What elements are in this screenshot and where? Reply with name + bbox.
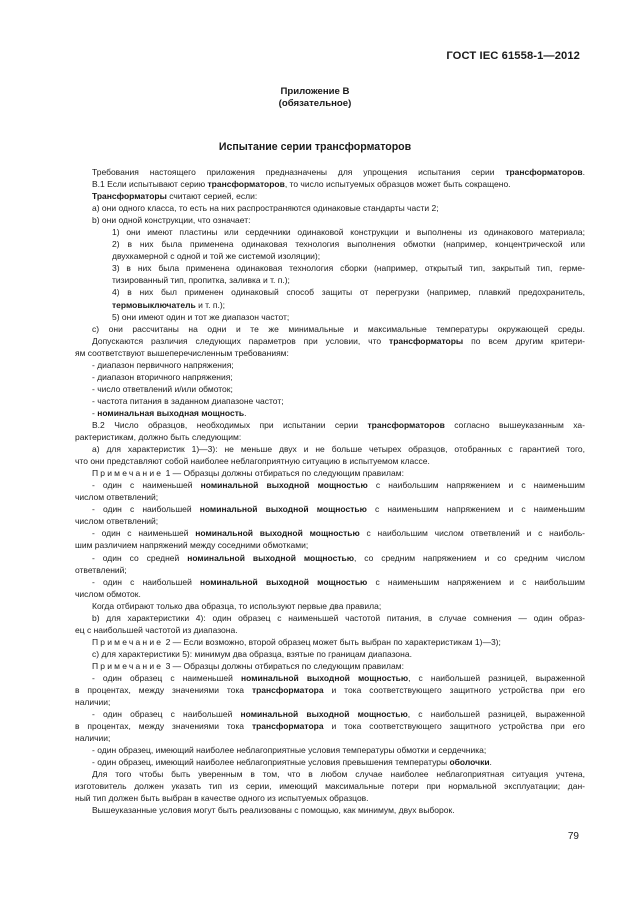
text-segment: изготовитель должен указать тип из серии, имеющий максимальные потери при нормальной эксплуатации; дан- <box>75 781 585 792</box>
text-line <box>75 588 585 600</box>
text-line <box>75 190 585 202</box>
bold-term: номинальной выходной мощностью <box>240 672 409 683</box>
bold-term: номинальной выходной мощностью <box>187 552 354 563</box>
page-number: 79 <box>567 831 579 842</box>
text-segment: - один с наименьшей <box>92 528 196 539</box>
text-segment: в процентах, между значениями тока <box>75 721 252 732</box>
text-line <box>75 226 585 238</box>
text-segment: 5) они имеют один и тот же диапазон частот; <box>112 311 290 322</box>
bold-term: трансформатора <box>251 685 324 696</box>
text-line <box>75 166 585 178</box>
text-segment: наличии; <box>75 697 111 708</box>
text-segment: с наибольшим числом ответвлений и с наиболь- <box>359 528 585 539</box>
text-line <box>75 527 585 539</box>
text-line <box>75 804 585 816</box>
text-segment: рактеристикам, должно быть следующим: <box>75 432 242 443</box>
text-segment: Когда отбирают только два образца, то используют первые два правила; <box>92 600 382 611</box>
text-line <box>75 756 585 768</box>
bold-term: номинальной выходной мощностью <box>199 504 367 515</box>
text-line <box>75 431 585 443</box>
text-segment: согласно вышеуказанным ха- <box>444 419 585 430</box>
text-line <box>75 443 585 455</box>
text-line <box>75 696 585 708</box>
text-line <box>75 612 585 624</box>
bold-term: номинальной выходной мощностью <box>200 480 368 491</box>
text-segment: с наибольшим напряжением и с наименьшим <box>367 480 585 491</box>
text-line <box>75 648 585 660</box>
text-segment: наличии; <box>75 733 111 744</box>
text-segment: Требования настоящего приложения предназначены для упрощения испытания серии <box>92 167 506 177</box>
text-segment: по всем другим критери- <box>463 335 585 346</box>
text-segment: b) для характеристики 4): один образец с наименьшей частотой питания, в случае сомнения — один образ- <box>92 612 585 623</box>
text-segment: Для того чтобы быть уверенным в том, что в любом случае наиболее неблагоприятная ситуация учтена, <box>92 769 585 780</box>
text-line <box>75 286 585 298</box>
text-segment: что они представляют собой наиболее неблагоприятную ситуацию в испытуемом классе. <box>75 456 430 467</box>
text-segment: 2 — Если возможно, второй образец может быть выбран по характеристикам 1)—3); <box>163 636 501 647</box>
section-title: Испытание серии трансформаторов <box>218 141 412 153</box>
text-segment: и т. п.); <box>195 299 226 310</box>
text-segment: , со средним напряжением и со средним числом <box>353 552 585 563</box>
text-line <box>75 792 585 804</box>
text-segment: с наименьшим напряжением и с наименьшим <box>366 504 585 515</box>
bold-term: оболочки <box>449 757 490 768</box>
text-segment: и тока соответствующего защитного устройства при его <box>323 685 585 696</box>
text-line <box>75 467 585 479</box>
text-line <box>75 371 585 383</box>
text-segment: Примечание <box>92 660 164 671</box>
text-segment: в процентах, между значениями тока <box>75 685 252 696</box>
text-line <box>75 455 585 467</box>
text-segment: Примечание <box>92 468 164 479</box>
text-segment: - один образец, имеющий наиболее неблагоприятные условия температуры обмотки и сердечника; <box>92 745 487 756</box>
text-segment: числом ответвлений; <box>75 516 159 527</box>
text-segment: а) для характеристик 1)—3): не меньше двух и не больше четырех образцов, отобранных с гарантией того, <box>92 444 585 455</box>
text-line <box>75 335 585 347</box>
text-segment: - один с наименьшей <box>92 480 201 491</box>
text-line <box>75 552 585 564</box>
bold-term: номинальной выходной мощностью <box>200 576 368 587</box>
text-segment: В.2 Число образцов, необходимых при испытании серии <box>92 419 368 430</box>
text-segment: 4) в них был применен одинаковый способ защиты от перегрузки (например, плавкий предохранитель, <box>112 287 585 298</box>
text-line <box>75 491 585 503</box>
text-line <box>75 720 585 732</box>
text-line <box>75 672 585 684</box>
standard-designation: ГОСТ IEC 61558-1—2012 <box>446 50 580 62</box>
bold-term: трансформаторов <box>207 179 285 190</box>
text-line <box>75 383 585 395</box>
text-line <box>75 732 585 744</box>
text-segment: - диапазон первичного напряжения; <box>92 359 234 370</box>
text-line <box>75 780 585 792</box>
text-segment: Вышеуказанные условия могут быть реализованы с помощью, как минимум, двух выборок. <box>92 805 455 816</box>
text-segment: - один с наибольшей <box>92 504 200 515</box>
text-segment: ный тип должен быть выбран в качестве одного из испытуемых образцов. <box>75 793 369 804</box>
text-segment: с наименьшим напряжением и с наибольшим <box>367 576 585 587</box>
text-segment: числом ответвлений; <box>75 492 159 503</box>
text-line <box>75 347 585 359</box>
text-line <box>75 708 585 720</box>
text-segment: - диапазон вторичного напряжения; <box>92 371 233 382</box>
text-line <box>75 202 585 214</box>
text-segment: 1 — Образцы должны отбираться по следующим правилам: <box>163 468 404 479</box>
text-segment: , с наибольшей разницей, выраженной <box>408 672 585 683</box>
text-segment: - число ответвлений и/или обмоток; <box>92 383 233 394</box>
text-line <box>75 660 585 672</box>
text-segment: числом обмоток. <box>75 588 141 599</box>
bold-term: трансформаторы <box>389 335 464 346</box>
text-segment: 3) в них была применена одинаковая технология сборки (например, открытый тип, закрытый тип, герме- <box>112 263 585 274</box>
annex-title: Приложение В <box>280 86 350 97</box>
text-segment: двухкамерной с одной и той же системой изоляции); <box>112 251 321 262</box>
text-segment: . <box>582 167 585 177</box>
text-line <box>75 600 585 612</box>
text-segment: и тока соответствующего защитного устройства при его <box>323 721 585 732</box>
text-segment: - <box>92 407 98 418</box>
bold-term: трансформатора <box>251 721 324 732</box>
text-segment: ец с наибольшей частотой из диапазона. <box>75 624 238 635</box>
text-line <box>75 359 585 371</box>
text-line <box>75 407 585 419</box>
text-line <box>75 539 585 551</box>
text-line <box>75 515 585 527</box>
text-line <box>75 262 585 274</box>
text-segment: шим различием напряжений между соседними обмотками; <box>75 540 309 551</box>
text-line <box>75 744 585 756</box>
text-line <box>75 250 585 262</box>
text-line <box>75 214 585 226</box>
text-line <box>75 479 585 491</box>
text-line <box>75 299 585 311</box>
text-segment: 2) в них была применена одинаковая технология выполнения обмотки (например, концентрической или <box>112 239 585 250</box>
text-segment: В.1 Если испытывают серию <box>92 179 208 190</box>
text-segment: Примечание <box>92 636 164 647</box>
text-line <box>75 636 585 648</box>
text-line <box>75 684 585 696</box>
text-segment: тизированный тип, пропитка, заливка и т. п.); <box>112 275 290 286</box>
bold-term: термовыключатель <box>112 299 196 310</box>
text-segment: а) они одного класса, то есть на них распространяются одинаковые стандарты части 2; <box>92 203 439 214</box>
text-segment: с) они рассчитаны на одни и те же минимальные и максимальные температуры окружающей среды. <box>92 323 585 334</box>
bold-term: номинальной выходной мощностью <box>240 709 408 720</box>
text-segment: b) они одной конструкции, что означает: <box>92 215 251 226</box>
text-segment: с) для характеристики 5): минимум два образца, взятые по границам диапазона. <box>92 648 412 659</box>
text-segment: 3 — Образцы должны отбираться по следующим правилам: <box>163 660 404 671</box>
text-segment: . <box>244 407 247 418</box>
text-segment: Допускаются различия следующих параметров при условии, что <box>92 335 390 346</box>
text-segment: - один с наибольшей <box>92 576 201 587</box>
text-line <box>75 178 585 190</box>
text-line <box>75 274 585 286</box>
text-segment: 1) они имеют пластины или сердечники одинаковой конструкции и выполнены из одинакового материала; <box>112 227 585 238</box>
bold-term: номинальная выходная мощность <box>97 407 245 418</box>
text-line <box>75 395 585 407</box>
text-segment: ответвлений; <box>75 564 127 575</box>
text-line <box>75 311 585 323</box>
text-segment: ям соответствуют вышеперечисленным требованиям: <box>75 347 289 358</box>
text-segment: - один со средней <box>92 552 188 563</box>
text-segment: - один образец с наибольшей <box>92 709 241 720</box>
text-line <box>75 503 585 515</box>
annex-status: (обязательное) <box>278 98 352 109</box>
text-segment: - один образец с наименьшей <box>92 672 241 683</box>
text-line <box>75 576 585 588</box>
text-line <box>75 624 585 636</box>
text-line <box>75 238 585 250</box>
text-line <box>75 419 585 431</box>
text-line <box>75 768 585 780</box>
text-line <box>75 564 585 576</box>
bold-term: Трансформаторы <box>92 191 167 202</box>
text-segment: - один образец, имеющий наиболее неблагоприятные условия превышения температуры <box>92 757 450 768</box>
text-segment: . <box>489 757 492 768</box>
bold-term: номинальной выходной мощностью <box>195 528 360 539</box>
text-segment: считают серией, если: <box>166 191 258 202</box>
text-segment: - частота питания в заданном диапазоне частот; <box>92 395 284 406</box>
document-body <box>75 166 585 817</box>
bold-term: трансформаторов <box>367 419 445 430</box>
text-line <box>75 323 585 335</box>
text-segment: , с наибольшей разницей, выраженной <box>407 709 585 720</box>
text-segment: , то число испытуемых образцов может быть сокращено. <box>284 179 511 190</box>
bold-term: трансформаторов <box>505 167 583 177</box>
